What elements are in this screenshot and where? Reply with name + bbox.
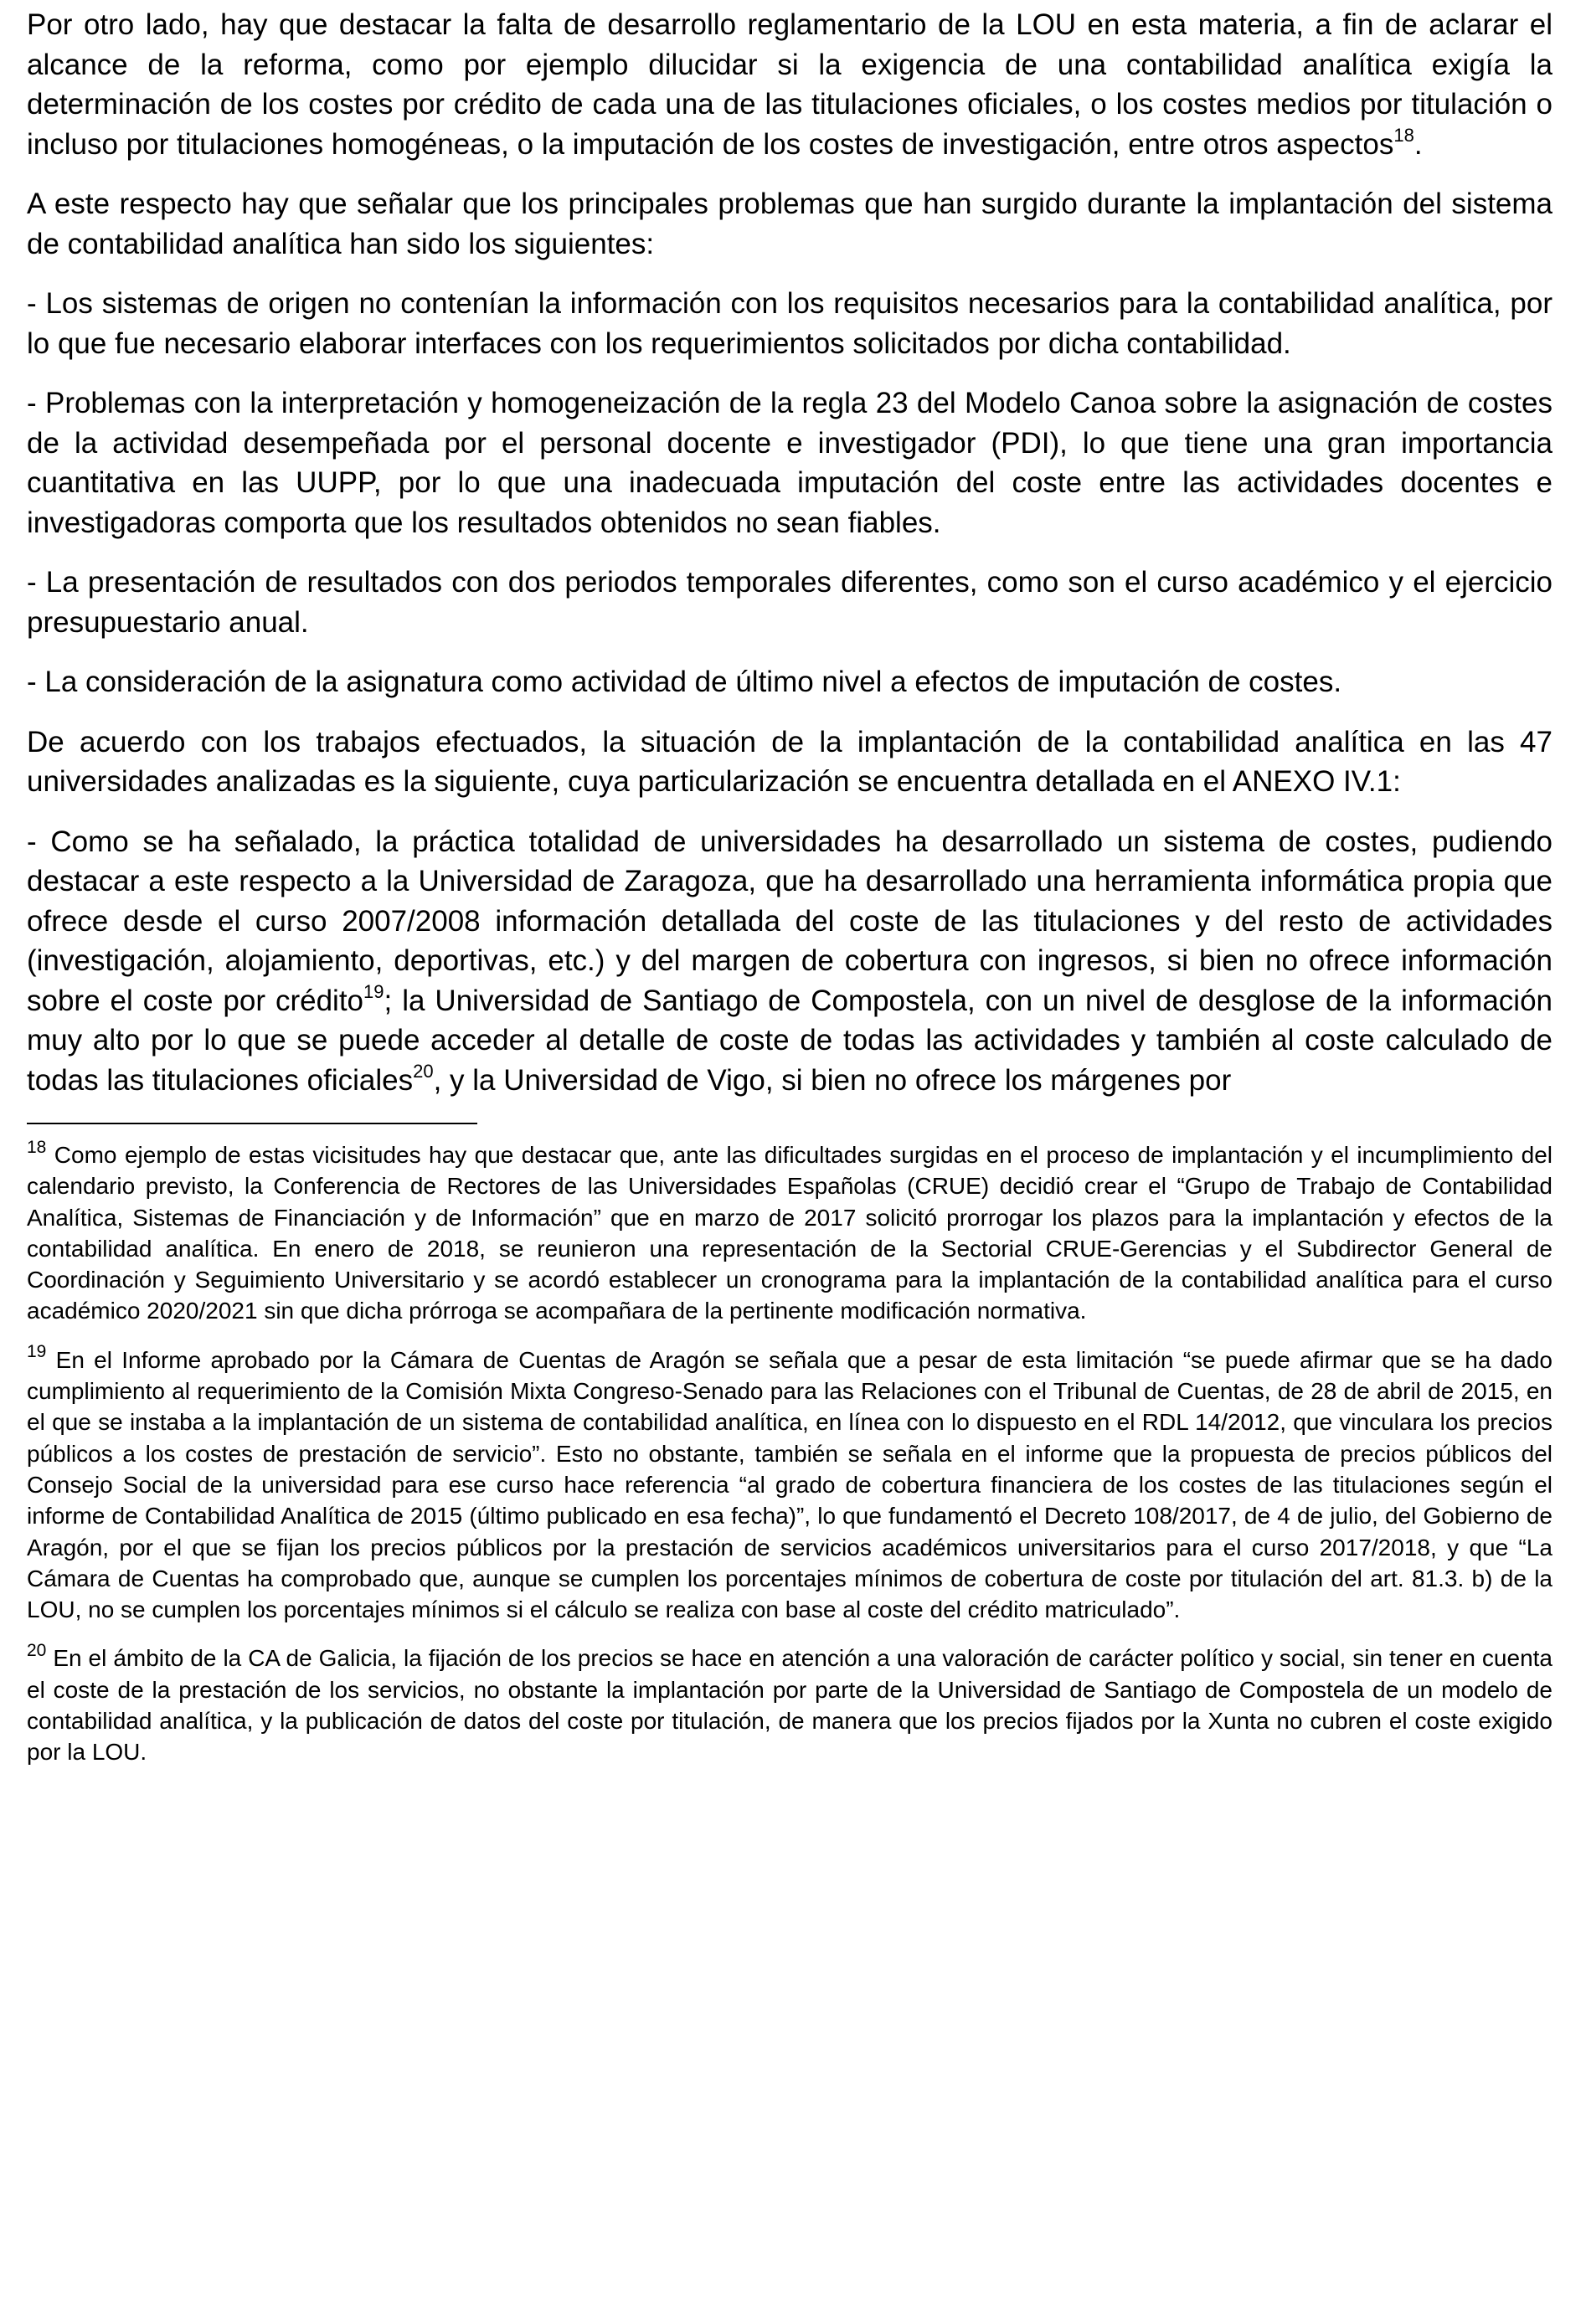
paragraph-text: - La consideración de la asignatura como actividad de último nivel a efectos de imputación de costes. [27, 666, 1342, 698]
footnote-19 [27, 1342, 1553, 1626]
footnotes [27, 1139, 1553, 1768]
footnote-separator [27, 1123, 477, 1124]
paragraph-text: - Problemas con la interpretación y homogeneización de la regla 23 del Modelo Canoa sobre la asignación de costes de la actividad desempeñada por el personal docente e investigador (PDI), lo que tiene una gran importancia cuantitativa en las UUPP, por lo que una inadecuada imputación del coste entre las actividades docentes e investigadoras comporta que los resultados obtenidos no sean fiables. [27, 387, 1553, 539]
paragraph-universities-detail [27, 822, 1553, 1101]
footnote-number: 20 [27, 1641, 47, 1661]
footnote-text: En el Informe aprobado por la Cámara de Cuentas de Aragón se señala que a pesar de esta limitación “se puede afirmar que se ha dado cumplimiento al requerimiento de la Comisión Mixta Congreso-Senado para las Relaciones con el Tribunal de Cuentas, de 28 de abril de 2015, en el que se instaba a la implantación de un sistema de contabilidad analítica, en línea con lo dispuesto en el RDL 14/2012, que vinculara los precios públicos a los costes de prestación de servicio”. Esto no obstante, también se señala en el informe que la propuesta de precios públicos del Consejo Social de la universidad para ese curso hace referencia “al grado de cobertura financiera de los costes de las titulaciones según el informe de Contabilidad Analítica de 2015 (último publicado en esa fecha)”, lo que fundamentó el Decreto 108/2017, de 4 de julio, del Gobierno de Aragón, por el que se fijan los precios públicos por la prestación de servicios académicos universitarios para el curso 2017/2018, y que “La Cámara de Cuentas ha comprobado que, aunque se cumplen los porcentajes mínimos de cobertura de coste por titulación del art. 81.3. b) de la LOU, no se cumplen los porcentajes mínimos si el cálculo se realiza con base al coste del crédito matriculado”. [27, 1346, 1553, 1623]
footnote-number: 19 [27, 1342, 47, 1362]
paragraph-lou-regulation [27, 5, 1553, 164]
paragraph-problem-rule-23 [27, 383, 1553, 542]
paragraph-text: , y la Universidad de Vigo, si bien no ofrece los márgenes por [433, 1063, 1232, 1097]
paragraph-text: ; la Universidad de Santiago de Compostela, con un nivel de desglose de la información muy alto por lo que se puede acceder al detalle de coste de todas las actividades y también al coste calculado de todas las titulaciones oficiales [27, 984, 1553, 1097]
paragraph-text: A este respecto hay que señalar que los principales problemas que han surgido durante la implantación del sistema de contabilidad analítica han sido los siguientes: [27, 188, 1553, 260]
paragraph-problem-time-periods [27, 563, 1553, 642]
body-text [27, 5, 1553, 1100]
footnote-ref-20[interactable]: 20 [413, 1060, 434, 1082]
footnote-text: Como ejemplo de estas vicisitudes hay que destacar que, ante las dificultades surgidas en el proceso de implantación y el incumplimiento del calendario previsto, la Conferencia de Rectores de las Universidades Españolas (CRUE) decidió crear el “Grupo de Trabajo de Contabilidad Analítica, Sistemas de Financiación y de Información” que en marzo de 2017 solicitó prorrogar los plazos para la implantación y efectos de la contabilidad analítica. En enero de 2018, se reunieron una representación de la Sectorial CRUE-Gerencias y el Subdirector General de Coordinación y Seguimiento Universitario y se acordó establecer un cronograma para la implantación de la contabilidad analítica para el curso académico 2020/2021 sin que dicha prórroga se acompañara de la pertinente modificación normativa. [27, 1142, 1553, 1324]
paragraph-problem-source-systems [27, 284, 1553, 363]
document-page [27, 5, 1553, 2316]
footnote-text: En el ámbito de la CA de Galicia, la fijación de los precios se hace en atención a una valoración de carácter político y social, sin tener en cuenta el coste de la prestación de los servicios, no obstante la implantación por parte de la Universidad de Santiago de Compostela de un modelo de contabilidad analítica, y la publicación de datos del coste por titulación, de manera que los precios fijados por la Xunta no cubren el coste exigido por la LOU. [27, 1645, 1553, 1766]
footnote-ref-19[interactable]: 19 [363, 980, 384, 1002]
paragraph-situation-intro [27, 722, 1553, 802]
paragraph-text: - Los sistemas de origen no contenían la información con los requisitos necesarios para la contabilidad analítica, por lo que fue necesario elaborar interfaces con los requerimientos solicitados por dicha contabilidad. [27, 287, 1553, 360]
paragraph-text: - La presentación de resultados con dos periodos temporales diferentes, como son el curso académico y el ejercicio presupuestario anual. [27, 566, 1553, 639]
paragraph-text: De acuerdo con los trabajos efectuados, la situación de la implantación de la contabilidad analítica en las 47 universidades analizadas es la siguiente, cuya particularización se encuentra detallada en el ANEXO IV.1: [27, 725, 1553, 798]
paragraph-problem-subject-level [27, 662, 1553, 702]
paragraph-text: - Como se ha señalado, la práctica totalidad de universidades ha desarrollado un sistema de costes, pudiendo destacar a este respecto a la Universidad de Zaragoza, que ha desarrollado una herramienta informática propia que ofrece desde el curso 2007/2008 información detallada del coste de las titulaciones y del resto de actividades (investigación, alojamiento, deportivas, etc.) y del margen de cobertura con ingresos, si bien no ofrece información sobre el coste por crédito [27, 825, 1553, 1017]
paragraph-text: . [1413, 127, 1423, 161]
footnote-20 [27, 1643, 1553, 1767]
paragraph-problems-intro [27, 184, 1553, 264]
footnote-number: 18 [27, 1137, 47, 1157]
footnote-18 [27, 1139, 1553, 1327]
paragraph-text: Por otro lado, hay que destacar la falta de desarrollo reglamentario de la LOU en esta materia, a fin de aclarar el alcance de la reforma, como por ejemplo dilucidar si la exigencia de una contabilidad analítica exigía la determinación de los costes por crédito de cada una de las titulaciones oficiales, o los costes medios por titulación o incluso por titulaciones homogéneas, o la imputación de los costes de investigación, entre otros aspectos [27, 8, 1553, 161]
footnote-ref-18[interactable]: 18 [1393, 124, 1414, 146]
